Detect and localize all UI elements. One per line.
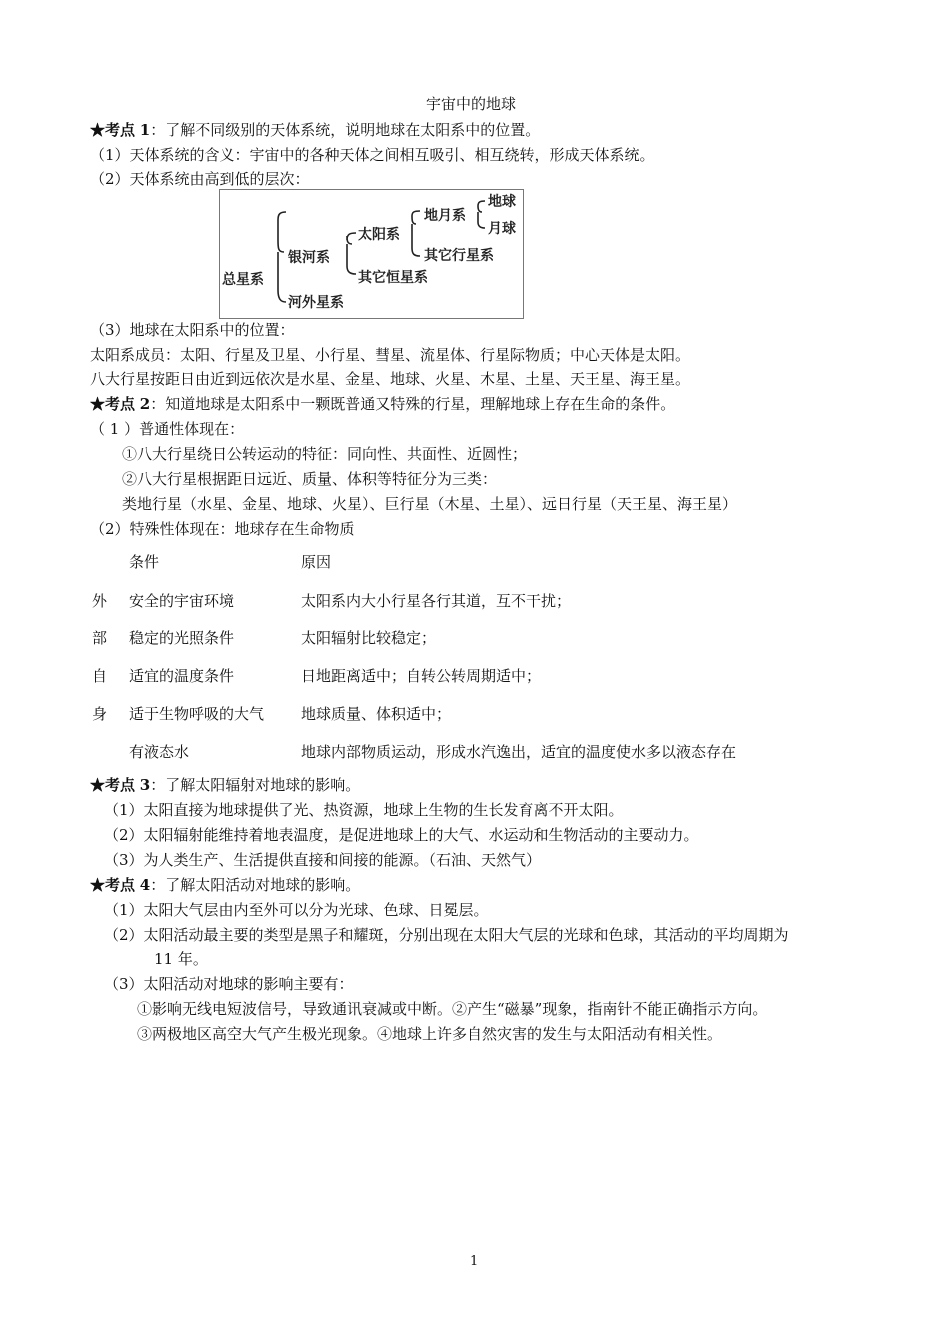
table-row-condition: 稳定的光照条件 bbox=[129, 629, 235, 647]
kp4-p2: （2）太阳活动最主要的类型是黑子和耀斑，分别出现在太阳大气层的光球和色球，其活动的平均周期为 bbox=[104, 926, 789, 944]
diagram-other-planets-label: 其它行星系 bbox=[424, 248, 494, 264]
table-row-condition: 安全的宇宙环境 bbox=[129, 592, 235, 610]
kp4-p4: ①影响无线电短波信号，导致通讯衰减或中断。②产生“磁暴”现象，指南针不能正确指示方向。 bbox=[137, 1000, 768, 1018]
kp2-p2: ①八大行星绕日公转运动的特征：同向性、共面性、近圆性； bbox=[122, 445, 528, 463]
page-title: 宇宙中的地球 bbox=[426, 95, 517, 113]
kp1-num: 1 bbox=[139, 121, 151, 139]
table-row-reason: 地球内部物质运动，形成水汽逸出，适宜的温度使水多以液态存在 bbox=[301, 743, 737, 761]
kp2-star: ★考点 bbox=[90, 395, 136, 413]
kp1-p1: （1）天体系统的含义：宇宙中的各种天体之间相互吸引、相互绕转，形成天体系统。 bbox=[90, 146, 655, 164]
diagram-moon-label: 月球 bbox=[488, 221, 516, 237]
kp3-heading bbox=[90, 774, 360, 796]
table-row-reason: 太阳系内大小行星各行其道，互不干扰； bbox=[301, 592, 572, 610]
kp2-text: ：知道地球是太阳系中一颗既普通又特殊的行星，理解地球上存在生命的条件。 bbox=[150, 395, 676, 413]
table-row-reason: 太阳辐射比较稳定； bbox=[301, 629, 437, 647]
table-row-reason: 地球质量、体积适中； bbox=[301, 705, 452, 723]
diagram-root-label: 总星系 bbox=[222, 272, 264, 288]
table-header-condition: 条件 bbox=[129, 553, 160, 571]
table-header-reason: 原因 bbox=[301, 553, 332, 571]
kp4-p3: （3）太阳活动对地球的影响主要有： bbox=[104, 975, 354, 993]
kp1-p3: （3）地球在太阳系中的位置： bbox=[90, 321, 295, 339]
kp3-p2: （2）太阳辐射能维持着地表温度，是促进地球上的大气、水运动和生物活动的主要动力。 bbox=[104, 826, 699, 844]
kp2-p3: ②八大行星根据距日远近、质量、体积等特征分为三类： bbox=[122, 470, 498, 488]
kp1-p4: 太阳系成员：太阳、行星及卫星、小行星、彗星、流星体、行星际物质；中心天体是太阳。 bbox=[90, 346, 691, 364]
table-row-side: 外 bbox=[92, 592, 108, 610]
kp1-p2: （2）天体系统由高到低的层次： bbox=[90, 170, 310, 188]
table-row-side: 部 bbox=[92, 629, 108, 647]
kp1-text: ：了解不同级别的天体系统，说明地球在太阳系中的位置。 bbox=[150, 121, 541, 139]
celestial-hierarchy-diagram bbox=[219, 189, 524, 319]
kp1-p5: 八大行星按距日由近到远依次是水星、金星、地球、火星、木星、土星、天王星、海王星。 bbox=[90, 370, 691, 388]
diagram-other-stars-label: 其它恒星系 bbox=[358, 270, 428, 286]
kp2-p5: （2）特殊性体现在：地球存在生命物质 bbox=[90, 520, 355, 538]
kp3-p1: （1）太阳直接为地球提供了光、热资源，地球上生物的生长发育离不开太阳。 bbox=[104, 801, 624, 819]
kp3-p3: （3）为人类生产、生活提供直接和间接的能源。（石油、天然气） bbox=[104, 851, 542, 869]
kp4-star: ★考点 bbox=[90, 876, 136, 894]
kp2-num: 2 bbox=[139, 395, 151, 413]
table-row-reason: 日地距离适中；自转公转周期适中； bbox=[301, 667, 542, 685]
kp1-heading bbox=[90, 119, 540, 141]
kp4-num: 4 bbox=[139, 876, 151, 894]
diagram-earth-moon-label: 地月系 bbox=[424, 208, 466, 224]
diagram-earth-label: 地球 bbox=[488, 194, 516, 210]
kp4-p2b: 11 年。 bbox=[154, 950, 208, 968]
page-number: 1 bbox=[470, 1254, 479, 1269]
kp2-heading bbox=[90, 393, 675, 415]
kp1-star: ★考点 bbox=[90, 121, 136, 139]
table-row-side: 身 bbox=[92, 705, 108, 723]
diagram-extragalactic-label: 河外星系 bbox=[288, 295, 344, 311]
kp2-p4: 类地行星（水星、金星、地球、火星）、巨行星（木星、土星）、远日行星（天王星、海王星） bbox=[122, 495, 738, 513]
table-row-condition: 有液态水 bbox=[129, 743, 190, 761]
table-row-condition: 适宜的温度条件 bbox=[129, 667, 235, 685]
kp4-p1: （1）太阳大气层由内至外可以分为光球、色球、日冕层。 bbox=[104, 901, 489, 919]
kp4-p5: ③两极地区高空大气产生极光现象。④地球上许多自然灾害的发生与太阳活动有相关性。 bbox=[137, 1025, 723, 1043]
table-row-condition: 适于生物呼吸的大气 bbox=[129, 705, 265, 723]
kp2-p1: （ 1 ）普通性体现在： bbox=[90, 420, 245, 438]
table-row-side: 自 bbox=[92, 667, 108, 685]
kp4-heading bbox=[90, 874, 360, 896]
diagram-galaxy-label: 银河系 bbox=[288, 250, 330, 266]
kp4-text: ：了解太阳活动对地球的影响。 bbox=[150, 876, 361, 894]
diagram-solar-label: 太阳系 bbox=[358, 227, 400, 243]
kp3-text: ：了解太阳辐射对地球的影响。 bbox=[150, 776, 361, 794]
kp3-star: ★考点 bbox=[90, 776, 136, 794]
kp3-num: 3 bbox=[139, 776, 151, 794]
